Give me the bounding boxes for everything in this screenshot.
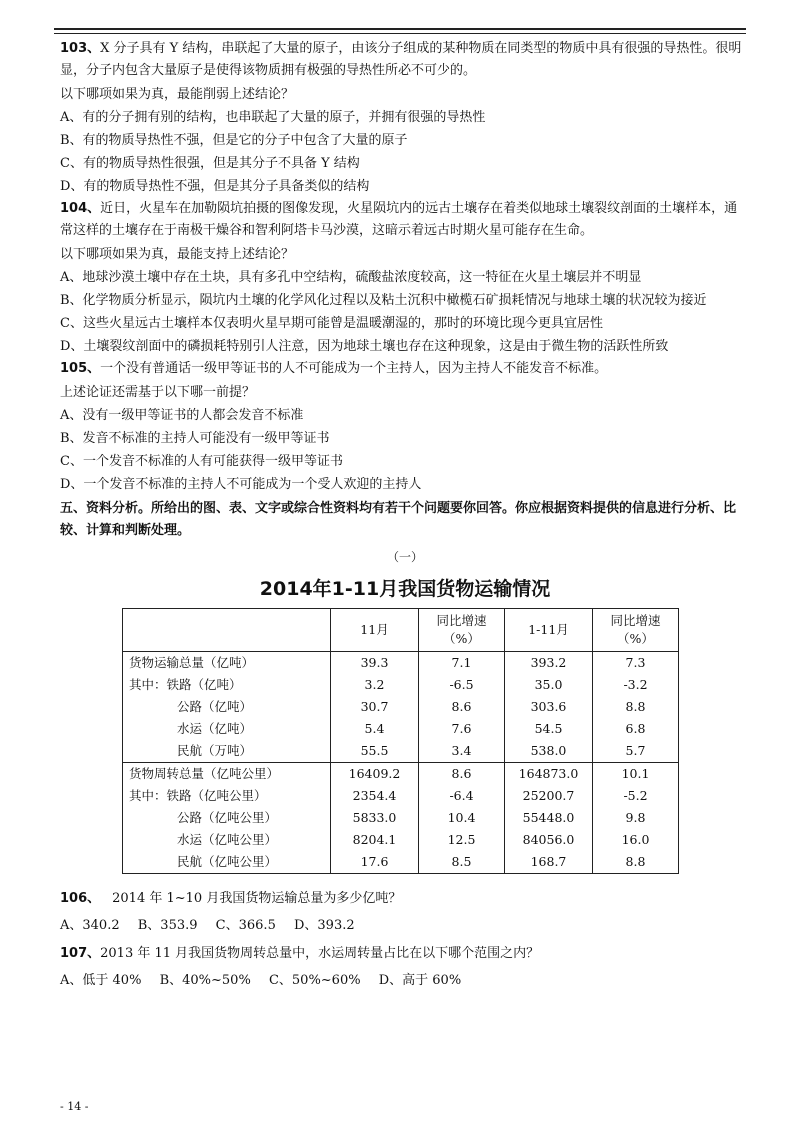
cell-value: 17.6 <box>331 851 419 874</box>
question-107-option-d: D、高于 60% <box>378 973 462 988</box>
question-103-stem: 103、X 分子具有 Y 结构，串联起了大量的原子，由该分子组成的某种物质在同类型的物质中具有很强的导热性。很明显，分子内包含大量原子是使得该物质拥有极强的导热性所必不可少的。 <box>60 41 742 78</box>
row-label: 公路（亿吨公里） <box>123 807 331 829</box>
cell-value: 30.7 <box>331 696 419 718</box>
row-label: 水运（亿吨公里） <box>123 829 331 851</box>
cell-value: 16.0 <box>593 829 679 851</box>
question-104-option-a: A、地球沙漠土壤中存在土块，具有多孔中空结构，硫酸盐浓度较高，这一特征在火星土壤层并不明显 <box>60 270 642 285</box>
cell-value: 538.0 <box>505 740 593 763</box>
cell-value: 303.6 <box>505 696 593 718</box>
cell-value: 55448.0 <box>505 807 593 829</box>
row-label: 民航（万吨） <box>123 740 331 763</box>
header-rule-thick <box>54 28 746 30</box>
cell-value: 55.5 <box>331 740 419 763</box>
cell-value: 39.3 <box>331 652 419 675</box>
question-105-option-c: C、一个发音不标准的人有可能获得一级甲等证书 <box>60 454 343 469</box>
question-106-option-c: C、366.5 <box>215 918 276 933</box>
cell-value: 393.2 <box>505 652 593 675</box>
question-103-option-b: B、有的物质导热性不强，但是它的分子中包含了大量的原子 <box>60 133 408 148</box>
cell-value: 8204.1 <box>331 829 419 851</box>
question-106-option-a: A、340.2 <box>60 918 120 933</box>
table-row <box>123 807 679 829</box>
row-label: 其中：铁路（亿吨公里） <box>123 785 331 807</box>
cell-value: 8.8 <box>593 851 679 874</box>
question-103-option-c: C、有的物质导热性很强，但是其分子不具备 Y 结构 <box>60 156 360 171</box>
cell-value: 168.7 <box>505 851 593 874</box>
question-105-option-a: A、没有一级甲等证书的人都会发音不标准 <box>60 408 304 423</box>
cell-value: 8.6 <box>419 763 505 786</box>
table-row <box>123 674 679 696</box>
table-header-jan-nov: 1-11月 <box>505 609 593 652</box>
question-103-option-a: A、有的分子拥有别的结构，也串联起了大量的原子，并拥有很强的导热性 <box>60 110 486 125</box>
question-107-option-c: C、50%~60% <box>268 973 361 988</box>
question-107-option-b: B、40%~50% <box>159 973 251 988</box>
question-103-prompt: 以下哪项如果为真，最能削弱上述结论？ <box>60 87 295 102</box>
page-content <box>60 38 750 992</box>
question-104-option-b: B、化学物质分析显示，陨坑内土壤的化学风化过程以及粘土沉积中橄榄石矿损耗情况与地球土壤的状况较为接近 <box>60 293 707 308</box>
question-104-option-c: C、这些火星远古土壤样本仅表明火星早期可能曾是温暖潮湿的，那时的环境比现今更具宜居性 <box>60 316 603 331</box>
question-104-option-d: D、土壤裂纹剖面中的磷损耗特别引人注意，因为地球土壤也存在这种现象，这是由于微生物的活跃性所致 <box>60 339 669 354</box>
cell-value: 5833.0 <box>331 807 419 829</box>
cell-value: 5.4 <box>331 718 419 740</box>
cell-value: 10.1 <box>593 763 679 786</box>
cell-value: 54.5 <box>505 718 593 740</box>
cell-value: 3.4 <box>419 740 505 763</box>
question-106-option-d: D、393.2 <box>293 918 355 933</box>
question-106-option-b: B、353.9 <box>137 918 198 933</box>
cell-value: 2354.4 <box>331 785 419 807</box>
cell-value: 9.8 <box>593 807 679 829</box>
row-label: 公路（亿吨） <box>123 696 331 718</box>
question-104-stem: 104、近日，火星车在加勒陨坑拍摄的图像发现，火星陨坑内的远古土壤存在着类似地球土壤裂纹剖面的土壤样本，通常这样的土壤存在于南极干燥谷和智利阿塔卡马沙漠，这暗示着远古时期火星可能存在生命。 <box>60 201 738 238</box>
question-105-prompt: 上述论证还需基于以下哪一前提？ <box>60 385 256 400</box>
cell-value: 16409.2 <box>331 763 419 786</box>
table-row <box>123 785 679 807</box>
cell-value: 12.5 <box>419 829 505 851</box>
cell-value: -6.4 <box>419 785 505 807</box>
table-row <box>123 696 679 718</box>
table-header-row <box>123 609 679 652</box>
subsection-label: （一） <box>386 550 423 564</box>
cell-value: -3.2 <box>593 674 679 696</box>
table-header-nov-growth: 同比增速（%） <box>419 609 505 652</box>
cell-value: 5.7 <box>593 740 679 763</box>
cell-value: 25200.7 <box>505 785 593 807</box>
table-row <box>123 851 679 874</box>
question-105-stem: 105、一个没有普通话一级甲等证书的人不可能成为一个主持人，因为主持人不能发音不标准。 <box>60 361 608 376</box>
question-105-option-d: D、一个发音不标准的主持人不可能成为一个受人欢迎的主持人 <box>60 477 422 492</box>
question-107-option-a: A、低于 40% <box>60 973 142 988</box>
question-107-options <box>60 969 750 992</box>
table-title: 2014年1-11月我国货物运输情况 <box>259 578 551 600</box>
cell-value: 3.2 <box>331 674 419 696</box>
table-row <box>123 652 679 675</box>
cell-value: 84056.0 <box>505 829 593 851</box>
table-header-jan-nov-growth: 同比增速（%） <box>593 609 679 652</box>
cell-value: 10.4 <box>419 807 505 829</box>
row-label: 其中：铁路（亿吨） <box>123 674 331 696</box>
cell-value: 8.6 <box>419 696 505 718</box>
cell-value: -6.5 <box>419 674 505 696</box>
question-104-prompt: 以下哪项如果为真，最能支持上述结论？ <box>60 247 295 262</box>
table-header-label <box>123 609 331 652</box>
cell-value: 7.6 <box>419 718 505 740</box>
row-label: 货物周转总量（亿吨公里） <box>123 763 331 786</box>
table-row <box>123 718 679 740</box>
row-label: 货物运输总量（亿吨） <box>123 652 331 675</box>
question-105-option-b: B、发音不标准的主持人可能没有一级甲等证书 <box>60 431 330 446</box>
table-row <box>123 740 679 763</box>
row-label: 水运（亿吨） <box>123 718 331 740</box>
cell-value: 164873.0 <box>505 763 593 786</box>
section-heading: 五、资料分析。所给出的图、表、文字或综合性资料均有若干个问题要你回答。你应根据资料提供的信息进行分析、比较、计算和判断处理。 <box>60 501 737 538</box>
question-107-stem: 107、2013 年 11 月我国货物周转总量中，水运周转量占比在以下哪个范围之内？ <box>60 946 540 961</box>
cell-value: 7.3 <box>593 652 679 675</box>
cell-value: 6.8 <box>593 718 679 740</box>
question-106-options <box>60 914 750 937</box>
table-header-nov: 11月 <box>331 609 419 652</box>
cell-value: -5.2 <box>593 785 679 807</box>
table-row <box>123 829 679 851</box>
row-label: 民航（亿吨公里） <box>123 851 331 874</box>
freight-table <box>122 608 679 874</box>
cell-value: 8.8 <box>593 696 679 718</box>
cell-value: 8.5 <box>419 851 505 874</box>
cell-value: 7.1 <box>419 652 505 675</box>
question-103-option-d: D、有的物质导热性不强，但是其分子具备类似的结构 <box>60 179 370 194</box>
page-number: - 14 - <box>60 1100 89 1113</box>
cell-value: 35.0 <box>505 674 593 696</box>
table-row <box>123 763 679 786</box>
header-rule-thin <box>54 33 746 34</box>
question-106-stem: 106、 2014 年 1~10 月我国货物运输总量为多少亿吨？ <box>60 891 402 906</box>
